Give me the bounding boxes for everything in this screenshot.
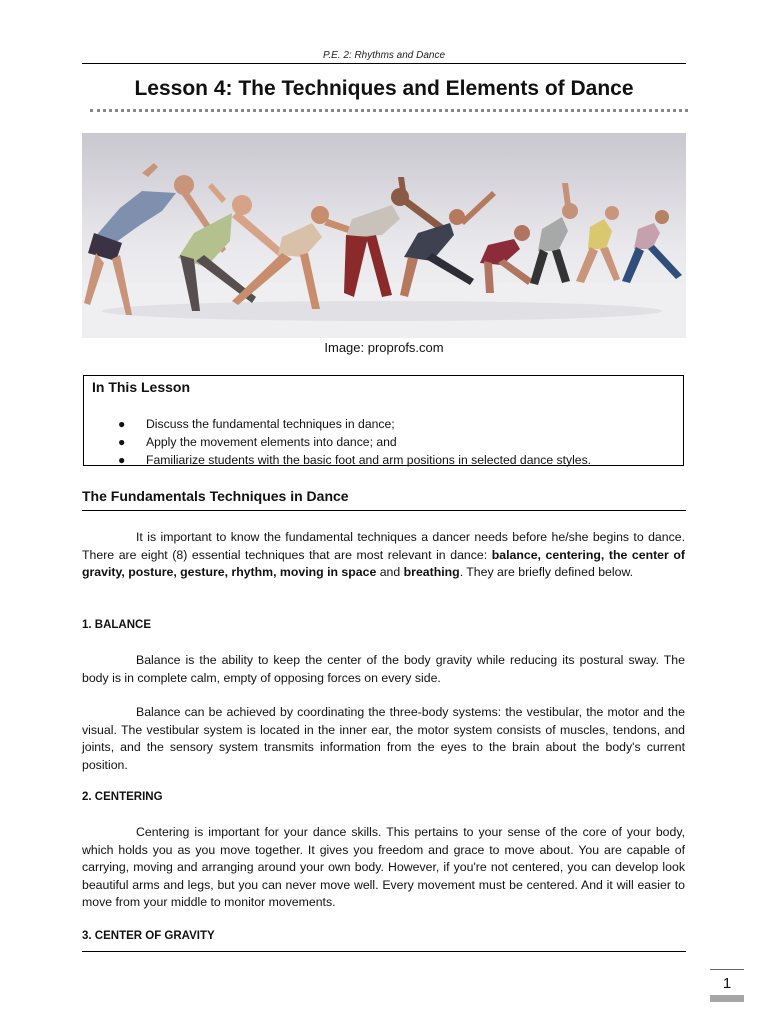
dancers-illustration (82, 133, 686, 338)
bullet-icon: ● (118, 417, 126, 431)
lesson-objectives-list (116, 415, 591, 469)
bullet-icon: ● (118, 435, 126, 449)
lesson-title: Lesson 4: The Techniques and Elements of Dance (134, 77, 634, 100)
page-number-rule (710, 969, 744, 970)
footer-rule (82, 951, 686, 952)
intro-paragraph: It is important to know the fundamental techniques a dancer needs before he/she begins to dance. There are eight (8) essential techniques that are most relevant in dance: balance, centering, the center of gravity, posture, gesture, rhythm, moving in space and breathing. They are briefly defined below. (82, 530, 685, 579)
bullet-icon: ● (118, 453, 126, 467)
section-rule (82, 510, 686, 511)
in-this-lesson-heading: In This Lesson (92, 379, 191, 395)
list-item: ● Apply the movement elements into dance; and (118, 435, 397, 449)
section-title: The Fundamentals Techniques in Dance (82, 488, 349, 504)
centering-heading: 2. CENTERING (82, 791, 163, 803)
list-item: ● Discuss the fundamental techniques in dance; (118, 417, 395, 431)
center-of-gravity-heading: 3. CENTER OF GRAVITY (82, 930, 215, 942)
page-number-bar (710, 995, 744, 1002)
balance-paragraph: Balance is the ability to keep the center of the body gravity while reducing its postural sway. The body is in complete calm, empty of opposing forces on every side. (82, 653, 685, 685)
centering-paragraph: Centering is important for your dance skills. This pertains to your sense of the core of your body, which holds you as you move together. It gives you freedom and grace to move about. You are capable of carrying, moving and arranging around your own body. However, if you're not centered, you can develop look beautiful arms and legs, but you can never move well. Every movement must be centered. And it will easier to move from your middle to monitor movements. (82, 825, 685, 909)
title-dotted-divider (90, 109, 688, 112)
balance-heading: 1. BALANCE (82, 619, 152, 631)
image-caption: Image: proprofs.com (324, 340, 444, 355)
balance-paragraph: Balance can be achieved by coordinating the three-body systems: the vestibular, the motor and the visual. The vestibular system is located in the inner ear, the motor system consists of muscles, tendons, and joints, and the sensory system transmits information from the eyes to the brain about the body's current position. (82, 705, 685, 772)
header-rule (82, 63, 686, 64)
list-item: ● Familiarize students with the basic foot and arm positions in selected dance styles. (118, 453, 592, 467)
running-header: P.E. 2: Rhythms and Dance (322, 50, 446, 61)
in-this-lesson-box (83, 375, 684, 466)
page-number: 1 (722, 975, 732, 992)
dancers-photo (82, 133, 686, 338)
